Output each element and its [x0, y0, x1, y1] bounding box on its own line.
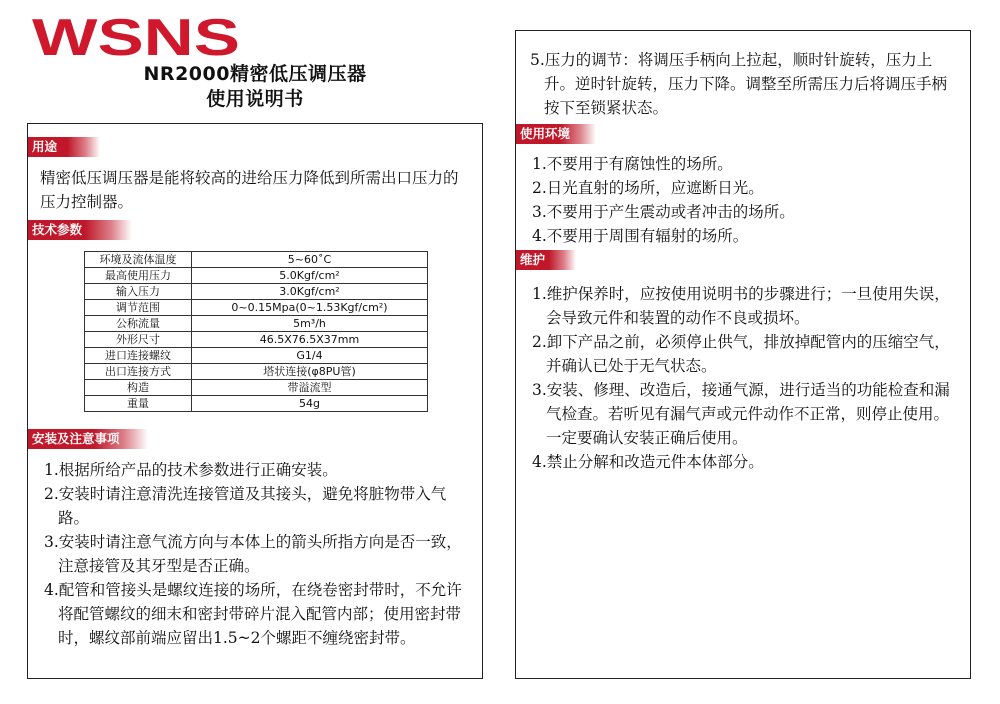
list-item: 2.卸下产品之前，必须停止供气，排放掉配管内的压缩空气，并确认已处于无气状态。 [532, 333, 950, 375]
pressure-adjust-text: 5.压力的调节：将调压手柄向上拉起，顺时针旋转，压力上升。逆时针旋转，压力下降。调整至所需压力后将调压手柄按下至锁紧状态。 [530, 51, 948, 117]
spec-row [85, 348, 428, 364]
spec-row [85, 364, 428, 380]
list-item: 2.安装时请注意清洗连接管道及其接头，避免将脏物带入气路。 [44, 485, 447, 527]
spec-row [85, 252, 428, 268]
install-list [44, 458, 476, 650]
spec-row [85, 396, 428, 412]
spec-label: 环境及流体温度 [85, 252, 192, 268]
manual-title: 使用说明书 [206, 88, 304, 110]
product-title: NR2000精密低压调压器 [143, 63, 367, 85]
spec-value: 塔状连接(φ8PU管) [192, 364, 428, 380]
spec-label: 输入压力 [85, 284, 192, 300]
spec-label: 重量 [85, 396, 192, 412]
spec-row [85, 300, 428, 316]
list-item: 4.配管和管接头是螺纹连接的场所，在绕卷密封带时，不允许将配管螺纹的细末和密封带碎片混入配管内部；使用密封带时，螺纹部前端应留出1.5~2个螺距不缠绕密封带。 [44, 581, 462, 647]
usage-text: 精密低压调压器是能将较高的进给压力降低到所需出口压力的压力控制器。 [40, 169, 459, 211]
maintenance-list [532, 282, 962, 474]
spec-row [85, 332, 428, 348]
spec-row [85, 380, 428, 396]
spec-value: 54g [192, 396, 428, 412]
install-header: 安装及注意事项 [28, 429, 148, 449]
spec-label: 出口连接方式 [85, 364, 192, 380]
document-title [110, 62, 400, 112]
spec-value: 5~60˚C [192, 252, 428, 268]
spec-row [85, 284, 428, 300]
maintenance-header: 维护 [516, 250, 576, 270]
list-item: 1.不要用于有腐蚀性的场所。 [532, 155, 733, 173]
environment-header: 使用环境 [516, 124, 596, 144]
logo-text: WSNS [32, 14, 240, 60]
spec-value: 5.0Kgf/cm² [192, 268, 428, 284]
spec-label: 外形尺寸 [85, 332, 192, 348]
spec-value: 46.5X76.5X37mm [192, 332, 428, 348]
specs-table [84, 251, 428, 412]
spec-row [85, 268, 428, 284]
spec-value: 5m³/h [192, 316, 428, 332]
usage-header: 用途 [28, 137, 100, 157]
list-item: 4.不要用于周围有辐射的场所。 [532, 227, 749, 245]
spec-label: 构造 [85, 380, 192, 396]
list-item: 2.日光直射的场所，应遮断日光。 [532, 179, 764, 197]
spec-label: 调节范围 [85, 300, 192, 316]
spec-label: 最高使用压力 [85, 268, 192, 284]
spec-value: 0~0.15Mpa(0~1.53Kgf/cm²) [192, 300, 428, 316]
list-item: 3.不要用于产生震动或者冲击的场所。 [532, 203, 795, 221]
spec-value: G1/4 [192, 348, 428, 364]
list-item: 1.根据所给产品的技术参数进行正确安装。 [44, 461, 338, 479]
list-item: 3.安装时请注意气流方向与本体上的箭头所指方向是否一致，注意接管及其牙型是否正确。 [44, 533, 462, 575]
list-item: 3.安装、修理、改造后，接通气源，进行适当的功能检查和漏气检查。若听见有漏气声或元件动作不正常，则停止使用。一定要确认安装正确后使用。 [532, 381, 950, 447]
wsns-logo [32, 14, 244, 60]
specs-header: 技术参数 [28, 220, 132, 240]
spec-value: 3.0Kgf/cm² [192, 284, 428, 300]
spec-value: 带溢流型 [192, 380, 428, 396]
list-item: 1.维护保养时，应按使用说明书的步骤进行；一旦使用失误，会导致元件和装置的动作不良或损坏。 [532, 285, 950, 327]
list-item: 4.禁止分解和改造元件本体部分。 [532, 453, 764, 471]
spec-row [85, 316, 428, 332]
environment-list [532, 152, 962, 248]
spec-label: 公称流量 [85, 316, 192, 332]
spec-label: 进口连接螺纹 [85, 348, 192, 364]
